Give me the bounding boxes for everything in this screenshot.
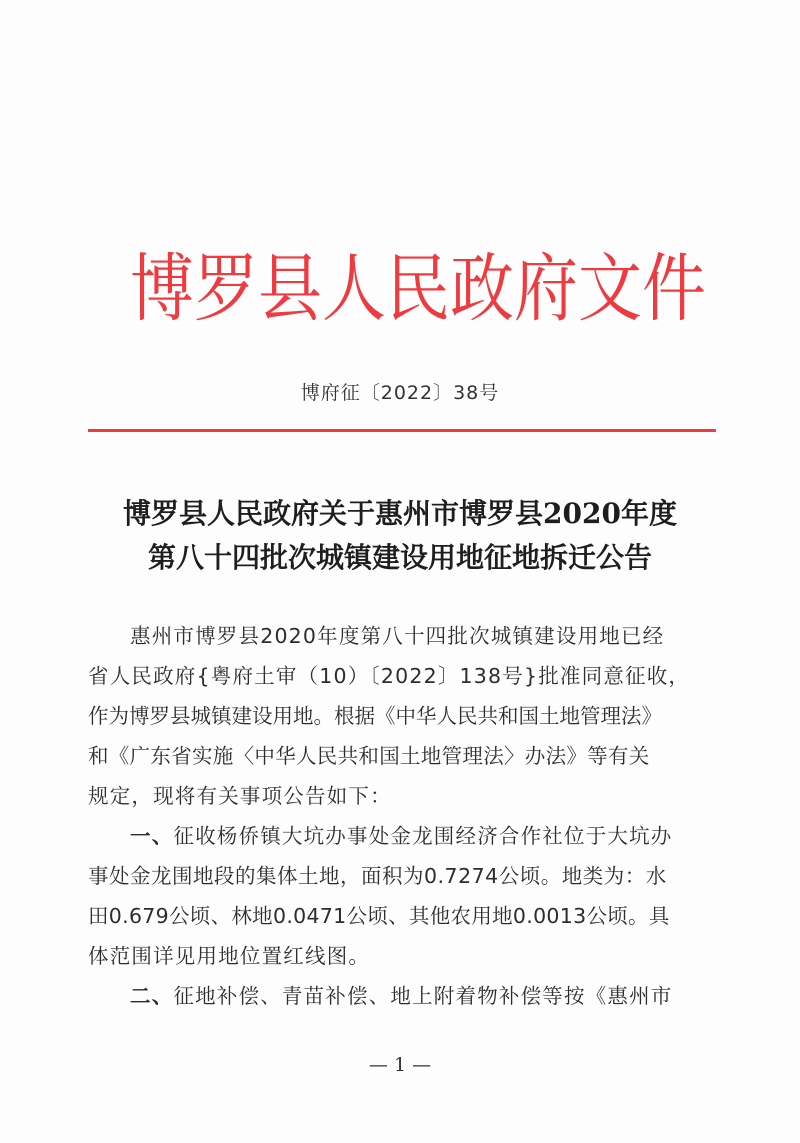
item-1-prefix: 一、 bbox=[130, 824, 174, 848]
document-number: 博府征〔2022〕38号 bbox=[300, 382, 500, 404]
item-2-first-line bbox=[88, 982, 758, 1010]
notice-title-line-2: 第八十四批次城镇建设用地征地拆迁公告 bbox=[147, 541, 652, 574]
masthead-char: 政 bbox=[450, 247, 514, 333]
masthead-char: 文 bbox=[578, 247, 642, 333]
item-2-prefix: 二、 bbox=[130, 984, 174, 1008]
masthead-char: 县 bbox=[258, 247, 322, 333]
masthead-char: 罗 bbox=[194, 247, 258, 333]
red-divider-rule bbox=[88, 429, 716, 432]
body-line: 作为博罗县城镇建设用地。根据《中华人民共和国土地管理法》 bbox=[88, 704, 662, 728]
body-line-text: 征收杨侨镇大坑办事处金龙围经济合作社位于大坑办 bbox=[173, 824, 673, 848]
item-1-first-line bbox=[88, 822, 758, 850]
masthead-char: 博 bbox=[130, 247, 194, 333]
masthead-char: 件 bbox=[642, 247, 706, 333]
body-line: 事处金龙围地段的集体土地，面积为0.7274公顷。地类为：水 bbox=[88, 864, 667, 888]
body-line: 惠州市博罗县2020年度第八十四批次城镇建设用地已经 bbox=[130, 624, 665, 648]
body-line: 省人民政府{粤府土审（10）〔2022〕138号}批准同意征收， bbox=[88, 664, 691, 688]
body-line: 体范围详见用地位置红线图。 bbox=[88, 944, 371, 968]
masthead-char: 民 bbox=[386, 247, 450, 333]
body-line: 田0.679公顷、林地0.0471公顷、其他农用地0.0013公顷。具 bbox=[88, 904, 670, 928]
body-line: 和《广东省实施〈中华人民共和国土地管理法〉办法》等有关 bbox=[88, 744, 650, 768]
page-number: — 1 — bbox=[368, 1054, 432, 1076]
body-line: 规定，现将有关事项公告如下： bbox=[88, 784, 392, 808]
masthead-char: 府 bbox=[514, 247, 578, 333]
notice-title-line-1: 博罗县人民政府关于惠州市博罗县2020年度 bbox=[123, 497, 677, 530]
body-line-text: 征地补偿、青苗补偿、地上附着物补偿等按《惠州市 bbox=[173, 984, 673, 1008]
masthead-title bbox=[130, 238, 706, 333]
masthead-char: 人 bbox=[322, 247, 386, 333]
